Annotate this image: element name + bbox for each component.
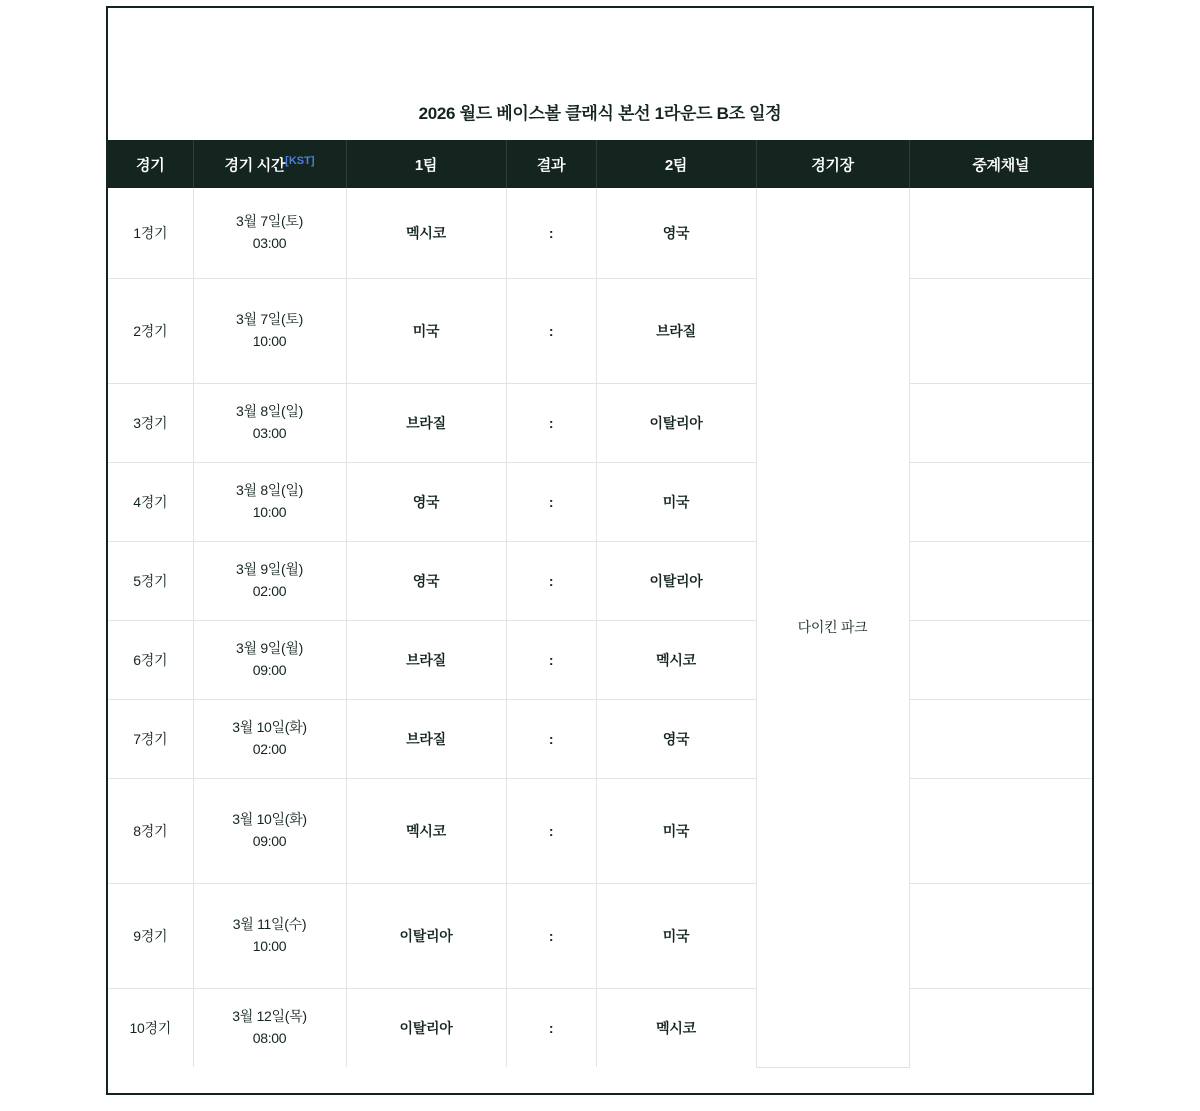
cell-channel bbox=[909, 541, 1092, 620]
cell-team2: 이탈리아 bbox=[596, 541, 756, 620]
cell-team2: 멕시코 bbox=[596, 620, 756, 699]
kst-note: [KST] bbox=[285, 154, 315, 167]
cell-game: 6경기 bbox=[108, 620, 193, 699]
cell-time bbox=[193, 883, 346, 988]
table-row bbox=[108, 188, 1092, 278]
cell-clock: 10:00 bbox=[252, 937, 287, 954]
cell-date: 3월 10일(화) bbox=[232, 718, 307, 735]
cell-team2: 미국 bbox=[596, 462, 756, 541]
cell-team2: 영국 bbox=[596, 699, 756, 778]
title-area bbox=[108, 8, 1092, 140]
cell-team1: 멕시코 bbox=[346, 188, 506, 278]
cell-game: 8경기 bbox=[108, 778, 193, 883]
schedule-card bbox=[106, 6, 1094, 1095]
cell-time bbox=[193, 699, 346, 778]
cell-game: 7경기 bbox=[108, 699, 193, 778]
cell-game: 10경기 bbox=[108, 988, 193, 1067]
cell-clock: 10:00 bbox=[252, 332, 287, 349]
column-header-game: 경기 bbox=[108, 140, 193, 188]
column-header-venue: 경기장 bbox=[756, 140, 909, 188]
cell-time bbox=[193, 383, 346, 462]
cell-time bbox=[193, 541, 346, 620]
table-row bbox=[108, 541, 1092, 620]
cell-result: : bbox=[506, 278, 596, 383]
cell-time bbox=[193, 278, 346, 383]
cell-date: 3월 12일(목) bbox=[232, 1008, 307, 1025]
cell-clock: 09:00 bbox=[252, 661, 287, 678]
cell-channel bbox=[909, 699, 1092, 778]
cell-channel bbox=[909, 462, 1092, 541]
cell-team1: 브라질 bbox=[346, 699, 506, 778]
cell-date: 3월 9일(월) bbox=[236, 560, 303, 577]
cell-channel bbox=[909, 188, 1092, 278]
column-header-time bbox=[193, 140, 346, 188]
column-header-channel: 중계채널 bbox=[909, 140, 1092, 188]
cell-clock: 08:00 bbox=[252, 1029, 287, 1046]
cell-channel bbox=[909, 620, 1092, 699]
cell-result: : bbox=[506, 462, 596, 541]
cell-date: 3월 10일(화) bbox=[232, 810, 307, 827]
table-header-row bbox=[108, 140, 1092, 188]
cell-game: 5경기 bbox=[108, 541, 193, 620]
cell-date: 3월 8일(일) bbox=[236, 402, 303, 419]
cell-channel bbox=[909, 988, 1092, 1067]
cell-result: : bbox=[506, 541, 596, 620]
cell-channel bbox=[909, 883, 1092, 988]
cell-team2: 미국 bbox=[596, 778, 756, 883]
cell-team2: 영국 bbox=[596, 188, 756, 278]
cell-result: : bbox=[506, 620, 596, 699]
cell-time bbox=[193, 462, 346, 541]
cell-clock: 03:00 bbox=[252, 234, 287, 251]
cell-result: : bbox=[506, 383, 596, 462]
cell-team1: 영국 bbox=[346, 462, 506, 541]
cell-time bbox=[193, 188, 346, 278]
cell-team1: 이탈리아 bbox=[346, 988, 506, 1067]
cell-date: 3월 11일(수) bbox=[232, 915, 307, 932]
cell-clock: 10:00 bbox=[252, 503, 287, 520]
table-row bbox=[108, 778, 1092, 883]
column-header-team2: 2팀 bbox=[596, 140, 756, 188]
table-row bbox=[108, 462, 1092, 541]
cell-time bbox=[193, 778, 346, 883]
table-row bbox=[108, 278, 1092, 383]
cell-team1: 영국 bbox=[346, 541, 506, 620]
column-header-team1: 1팀 bbox=[346, 140, 506, 188]
cell-team2: 브라질 bbox=[596, 278, 756, 383]
cell-clock: 02:00 bbox=[252, 740, 287, 757]
table-row bbox=[108, 383, 1092, 462]
cell-game: 9경기 bbox=[108, 883, 193, 988]
cell-date: 3월 9일(월) bbox=[236, 639, 303, 656]
cell-clock: 02:00 bbox=[252, 582, 287, 599]
cell-result: : bbox=[506, 778, 596, 883]
cell-team1: 브라질 bbox=[346, 620, 506, 699]
cell-clock: 09:00 bbox=[252, 832, 287, 849]
column-header-time-label: 경기 시간 bbox=[224, 156, 286, 174]
cell-game: 4경기 bbox=[108, 462, 193, 541]
schedule-table bbox=[108, 140, 1092, 1068]
page-title: 2026 월드 베이스볼 클래식 본선 1라운드 B조 일정 bbox=[418, 104, 782, 123]
cell-time bbox=[193, 988, 346, 1067]
table-row bbox=[108, 699, 1092, 778]
cell-team2: 미국 bbox=[596, 883, 756, 988]
cell-team1: 이탈리아 bbox=[346, 883, 506, 988]
cell-venue: 다이킨 파크 bbox=[756, 188, 909, 1067]
cell-clock: 03:00 bbox=[252, 424, 287, 441]
cell-channel bbox=[909, 278, 1092, 383]
cell-team1: 미국 bbox=[346, 278, 506, 383]
cell-result: : bbox=[506, 699, 596, 778]
table-row bbox=[108, 883, 1092, 988]
cell-date: 3월 8일(일) bbox=[236, 481, 303, 498]
cell-result: : bbox=[506, 988, 596, 1067]
cell-channel bbox=[909, 778, 1092, 883]
cell-team1: 브라질 bbox=[346, 383, 506, 462]
cell-result: : bbox=[506, 188, 596, 278]
cell-game: 3경기 bbox=[108, 383, 193, 462]
cell-result: : bbox=[506, 883, 596, 988]
cell-channel bbox=[909, 383, 1092, 462]
table-row bbox=[108, 988, 1092, 1067]
cell-game: 2경기 bbox=[108, 278, 193, 383]
cell-date: 3월 7일(토) bbox=[236, 213, 303, 230]
cell-team2: 멕시코 bbox=[596, 988, 756, 1067]
cell-game: 1경기 bbox=[108, 188, 193, 278]
column-header-result: 결과 bbox=[506, 140, 596, 188]
cell-team2: 이탈리아 bbox=[596, 383, 756, 462]
cell-team1: 멕시코 bbox=[346, 778, 506, 883]
cell-date: 3월 7일(토) bbox=[236, 310, 303, 327]
table-row bbox=[108, 620, 1092, 699]
cell-time bbox=[193, 620, 346, 699]
